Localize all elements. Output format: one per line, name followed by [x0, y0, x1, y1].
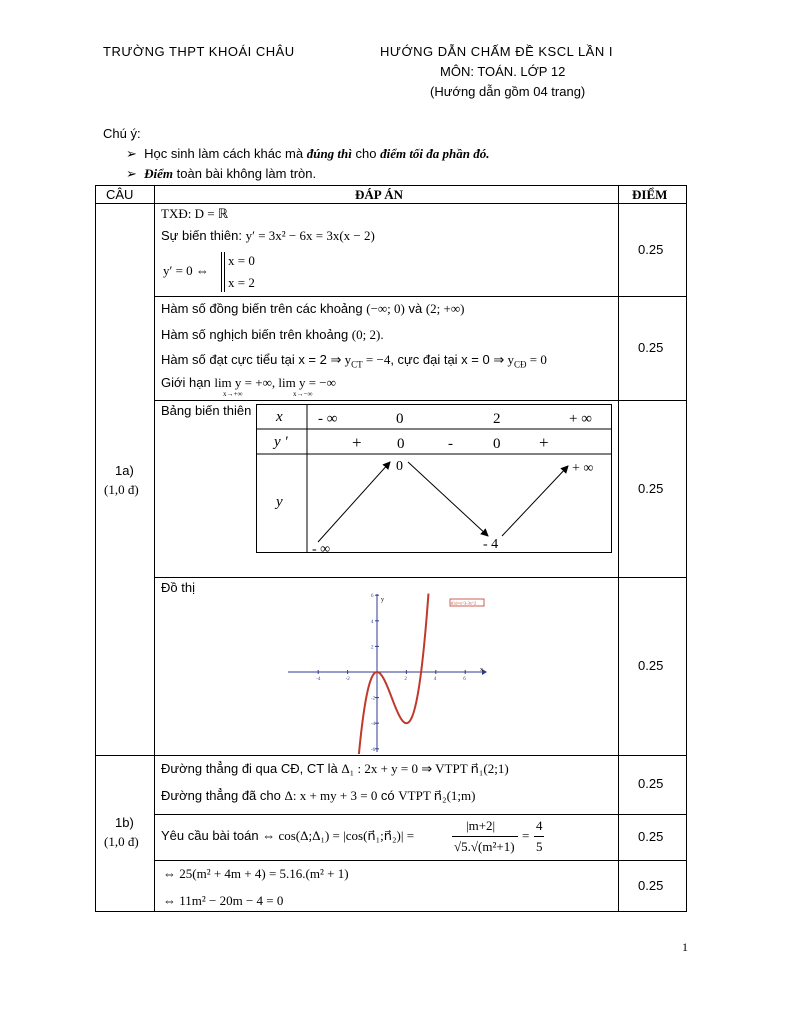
- y-tick-label: -4: [371, 722, 376, 728]
- y-axis-label: y: [381, 597, 384, 603]
- y-tick-label: 2: [371, 645, 374, 651]
- root-x0: x = 0: [228, 253, 255, 268]
- given-line-equation: Đường thẳng đã cho Δ: x + my + 3 = 0 có VTPT n⃗₂(1;m): [161, 788, 476, 803]
- y-tick-label: -6: [371, 747, 376, 753]
- x-tick-label: -2: [345, 677, 350, 682]
- score-row-5: 0.25: [638, 776, 664, 791]
- quadratic-equation: ⇔ 11m² − 20m − 4 = 0: [163, 893, 284, 908]
- bbt-yp-val: 0: [397, 436, 405, 452]
- bbt-x-val: - ∞: [318, 411, 338, 427]
- bbt-arrow-up-1: [318, 462, 390, 542]
- y-tick-label: 6: [371, 594, 374, 600]
- limit-sub-2: x→−∞: [293, 390, 313, 398]
- variation-table-label: Bảng biến thiên: [161, 403, 252, 418]
- angle-condition: Yêu cầu bài toán ⇔ cos(Δ;Δ₁) = |cos(n⃗₁;n⃗₂)| =: [161, 828, 415, 843]
- bbt-yp-val: +: [352, 433, 362, 452]
- arrow-bullet-icon: ➢: [126, 146, 137, 161]
- bbt-y-label: y: [276, 494, 283, 510]
- domain-line: TXĐ: D = ℝ: [161, 206, 229, 221]
- function-label: f(x)=x^3-3x^2: [451, 600, 477, 606]
- limit-sub-1: x→+∞: [223, 390, 243, 398]
- bbt-arrow-up-2: [502, 466, 568, 536]
- rhs-denominator: 5: [536, 839, 543, 854]
- x-tick-label: -4: [316, 677, 321, 682]
- score-row-3: 0.25: [638, 481, 664, 496]
- subject-line: MÔN: TOÁN. LỚP 12: [440, 64, 566, 79]
- bbt-x-val: + ∞: [569, 411, 592, 427]
- graph-label: Đồ thị: [161, 580, 195, 595]
- y-tick-label: -2: [371, 696, 376, 702]
- score-row-4: 0.25: [638, 658, 664, 673]
- column-header-cau: CÂU: [106, 187, 134, 202]
- page-number: 1: [682, 940, 688, 954]
- variation-table: [256, 404, 613, 554]
- bbt-y-val: - ∞: [312, 542, 331, 554]
- fraction-denominator: √5.√(m²+1): [454, 839, 515, 854]
- x-tick-label: 4: [433, 677, 437, 682]
- bbt-yp-val: 0: [493, 436, 501, 452]
- question-1b-points: (1,0 đ): [104, 834, 139, 849]
- bbt-x-val: 2: [493, 411, 501, 427]
- bbt-yp-val: +: [539, 433, 549, 452]
- variation-line: Sự biến thiên: y′ = 3x² − 6x = 3x(x − 2): [161, 228, 375, 243]
- increasing-intervals: Hàm số đồng biến trên các khoảng (−∞; 0) và (2; +∞): [161, 301, 465, 316]
- x-tick-label: 6: [463, 677, 466, 682]
- page-count-note: (Hướng dẫn gồm 04 trang): [430, 84, 586, 99]
- equation-expanded: ⇔ 25(m² + 4m + 4) = 5.16.(m² + 1): [163, 866, 349, 881]
- score-row-2: 0.25: [638, 340, 664, 355]
- bbt-x-val: 0: [396, 411, 404, 427]
- x-axis-label: x: [480, 667, 483, 673]
- function-graph: [286, 592, 488, 754]
- score-row-6: 0.25: [638, 829, 664, 844]
- y-tick-label: 4: [371, 619, 374, 625]
- school-name: TRƯỜNG THPT KHOÁI CHÂU: [103, 44, 295, 59]
- note-label: Chú ý:: [103, 126, 141, 141]
- rhs-numerator: 4: [536, 818, 543, 833]
- fraction-numerator: |m+2|: [466, 818, 496, 833]
- column-header-dap-an: ĐÁP ÁN: [355, 187, 404, 202]
- score-row-7: 0.25: [638, 878, 664, 893]
- note-item-1: ➢ Học sinh làm cách khác mà đúng thì cho điểm tối đa phần đó.: [126, 146, 490, 161]
- question-1b-label: 1b): [115, 815, 134, 830]
- equals-sign: =: [522, 828, 530, 843]
- score-row-1: 0.25: [638, 242, 664, 257]
- limits-line: Giới hạn lim y = +∞, lim y = −∞: [161, 375, 336, 390]
- bbt-y-val: 0: [396, 459, 403, 474]
- x-tick-label: 2: [404, 677, 407, 682]
- extrema-line-equation: Đường thẳng đi qua CĐ, CT là Δ₁ : 2x + y = 0 ⇒ VTPT n⃗₁(2;1): [161, 761, 509, 776]
- note-item-2: ➢ Điểm toàn bài không làm tròn.: [126, 166, 317, 181]
- derivative-zero: y′ = 0 ⇔: [163, 263, 209, 278]
- cubic-curve: [359, 594, 429, 754]
- question-1a-points: (1,0 đ): [104, 482, 139, 497]
- root-x2: x = 2: [228, 275, 255, 290]
- decreasing-interval: Hàm số nghịch biến trên khoảng (0; 2).: [161, 327, 384, 342]
- question-1a-label: 1a): [115, 463, 134, 478]
- bbt-y-val: + ∞: [572, 461, 594, 476]
- arrow-bullet-icon: ➢: [126, 166, 137, 181]
- column-header-diem: ĐIỂM: [632, 187, 668, 202]
- bbt-yp-val: -: [448, 436, 453, 452]
- extrema-line: Hàm số đạt cực tiểu tại x = 2 ⇒ $y_{CT} = -4$, cực đại tại x = 0 ⇒ $y_{CĐ} = 0$: [161, 352, 547, 370]
- document-title: HƯỚNG DẪN CHẤM ĐỀ KSCL LẦN I: [380, 44, 613, 59]
- bbt-yprime-label: y ': [274, 434, 288, 450]
- bbt-arrow-down: [408, 462, 488, 536]
- bbt-x-label: x: [276, 409, 283, 425]
- bbt-y-val: - 4: [483, 537, 499, 552]
